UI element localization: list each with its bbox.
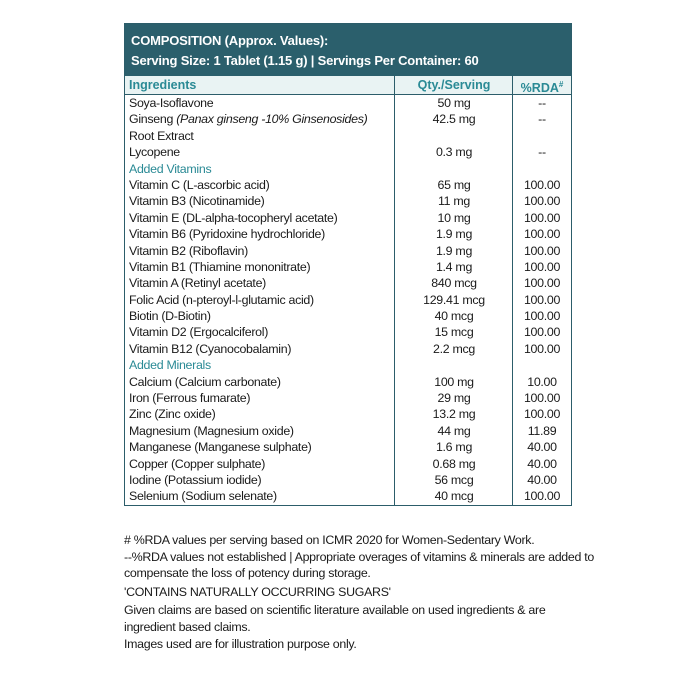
ingredient-source: (Panax ginseng -10% Ginsenosides) — [176, 112, 368, 127]
ingredient-name — [129, 243, 248, 259]
qty-per-serving: 11 mg — [437, 194, 471, 209]
table-row — [125, 243, 571, 259]
table-row — [125, 177, 571, 193]
ingredient-label: Vitamin C (L-ascorbic acid) — [129, 177, 270, 192]
sugars-note: 'CONTAINS NATURALLY OCCURRING SUGARS' — [124, 584, 391, 599]
qty-per-serving: 1.6 mg — [435, 440, 473, 455]
ingredient-label: Vitamin B1 (Thiamine mononitrate) — [129, 259, 311, 274]
rda-value: 11.89 — [527, 423, 557, 438]
rda-value: 40.00 — [527, 472, 557, 487]
table-header — [125, 24, 571, 76]
ingredient-label: Iron (Ferrous fumarate) — [129, 391, 251, 406]
ingredient-label: Vitamin D2 (Ergocalciferol) — [129, 325, 269, 340]
ingredient-label: Selenium (Sodium selenate) — [129, 489, 277, 504]
ingredient-label: Vitamin B3 (Nicotinamide) — [129, 194, 265, 209]
ingredient-label: Added Minerals — [129, 358, 211, 373]
ingredient-label: Magnesium (Magnesium oxide) — [129, 423, 294, 438]
qty-per-serving: 129.41 mcg — [423, 292, 485, 307]
table-row — [125, 275, 571, 291]
table-row — [125, 439, 571, 455]
table-row — [125, 210, 571, 226]
table-row — [125, 390, 571, 406]
ingredient-name — [129, 308, 211, 324]
qty-per-serving: 2.2 mcg — [433, 341, 475, 356]
rda-value: -- — [538, 96, 546, 110]
table-row — [125, 111, 571, 127]
ingredient-label: Vitamin B12 (Cyanocobalamin) — [129, 341, 292, 356]
qty-per-serving: 65 mg — [437, 177, 471, 192]
table-row — [125, 472, 571, 488]
ingredient-name — [129, 324, 268, 340]
qty-per-serving: 0.3 mg — [435, 145, 473, 160]
qty-per-serving: 29 mg — [437, 391, 471, 406]
serving-info: Serving Size: 1 Tablet (1.15 g) | Servings Per Container: 60 — [131, 53, 479, 68]
ingredient-label: Vitamin A (Retinyl acetate) — [129, 276, 266, 291]
ingredient-name — [129, 423, 294, 439]
column-divider — [512, 76, 513, 94]
rda-value: 40.00 — [527, 440, 557, 455]
ingredient-name — [129, 95, 213, 111]
ingredient-name — [129, 111, 367, 127]
ingredient-name — [129, 374, 281, 390]
ingredient-label: Added Vitamins — [129, 161, 212, 176]
rda-value: 100.00 — [523, 309, 561, 324]
qty-per-serving: 40 mcg — [434, 489, 474, 504]
rda-label: %RDA — [520, 81, 559, 96]
table-row — [125, 226, 571, 242]
ingredient-name — [129, 472, 261, 488]
qty-per-serving: 1.9 mg — [435, 227, 473, 242]
section-heading — [129, 357, 211, 373]
ingredient-name — [129, 144, 180, 160]
ingredient-label: Vitamin B6 (Pyridoxine hydrochloride) — [129, 227, 325, 242]
rda-value: 100.00 — [523, 407, 561, 422]
table-row — [125, 456, 571, 472]
ingredient-label: Root Extract — [129, 128, 194, 143]
rda-value: 100.00 — [523, 259, 561, 274]
composition-title: COMPOSITION (Approx. Values): — [131, 33, 329, 48]
ingredient-name — [129, 406, 215, 422]
ingredient-label: Biotin (D-Biotin) — [129, 309, 211, 324]
ingredient-name — [129, 193, 265, 209]
qty-per-serving: 56 mcg — [434, 472, 474, 487]
qty-per-serving: 100 mg — [434, 374, 474, 389]
ingredient-label: Calcium (Calcium carbonate) — [129, 374, 281, 389]
table-row — [125, 341, 571, 357]
table-row — [125, 406, 571, 422]
table-row — [125, 488, 571, 504]
table-row — [125, 308, 571, 324]
qty-per-serving: 1.9 mg — [435, 243, 473, 258]
ingredient-name — [129, 439, 312, 455]
section-heading-row — [125, 357, 571, 373]
ingredient-label: Manganese (Manganese sulphate) — [129, 440, 312, 455]
ingredient-label: Ginseng — [129, 112, 177, 127]
ingredient-label: Soya-Isoflavone — [129, 96, 214, 110]
ingredient-name — [129, 292, 314, 308]
rda-value: 100.00 — [523, 210, 561, 225]
rda-value: 100.00 — [523, 243, 561, 258]
column-divider — [394, 76, 395, 94]
ingredient-name — [129, 456, 265, 472]
ingredient-name — [129, 210, 337, 226]
qty-per-serving: 10 mg — [437, 210, 471, 225]
rda-value: 100.00 — [523, 391, 561, 406]
ingredient-label: Vitamin B2 (Riboflavin) — [129, 243, 248, 258]
table-row — [125, 423, 571, 439]
ingredient-label: Vitamin E (DL-alpha-tocopheryl acetate) — [129, 210, 338, 225]
table-row — [125, 193, 571, 209]
rda-value: 100.00 — [523, 276, 561, 291]
images-note: Images used are for illustration purpose only. — [124, 636, 357, 651]
column-headers — [125, 76, 571, 95]
claims-note: Given claims are based on scientific literature available on used ingredients & are ingredient based claims. — [124, 603, 546, 634]
ingredient-name — [129, 390, 250, 406]
ingredient-label: Copper (Copper sulphate) — [129, 456, 266, 471]
table-row — [125, 128, 571, 144]
table-row — [125, 259, 571, 275]
rda-value: 40.00 — [527, 456, 557, 471]
rda-value: 100.00 — [523, 292, 561, 307]
ingredient-name — [129, 226, 325, 242]
table-row — [125, 374, 571, 390]
qty-per-serving: 40 mcg — [434, 309, 474, 324]
ingredient-label: Lycopene — [129, 145, 180, 160]
qty-per-serving: 44 mg — [437, 423, 471, 438]
table-row — [125, 292, 571, 308]
qty-per-serving: 1.4 mg — [435, 259, 473, 274]
qty-per-serving: 42.5 mg — [432, 112, 476, 127]
ingredient-name — [129, 341, 291, 357]
footnotes — [124, 532, 594, 652]
overages-note: --%RDA values not established | Appropriate overages of vitamins & minerals are added to compensate the loss of potency during storage. — [124, 549, 594, 581]
rda-column-header — [513, 76, 571, 97]
ingredient-label: Iodine (Potassium iodide) — [129, 472, 262, 487]
table-row — [125, 324, 571, 340]
qty-per-serving: 15 mcg — [434, 325, 474, 340]
ingredient-name — [129, 275, 266, 291]
rda-value: 100.00 — [523, 325, 561, 340]
rda-basis-note: # %RDA values per serving based on ICMR 2020 for Women-Sedentary Work. — [124, 533, 535, 547]
ingredient-name — [129, 259, 310, 275]
rda-value: -- — [538, 112, 546, 127]
ingredients-column-header: Ingredients — [129, 78, 197, 92]
rda-value: 100.00 — [523, 177, 561, 192]
qty-per-serving: 840 mcg — [431, 276, 477, 291]
section-heading — [129, 161, 211, 177]
ingredient-name — [129, 128, 194, 144]
rda-value: 100.00 — [523, 489, 561, 504]
table-row — [125, 144, 571, 160]
ingredient-name — [129, 177, 269, 193]
table-row — [125, 95, 571, 111]
qty-per-serving: 0.68 mg — [432, 456, 476, 471]
rda-value: 100.00 — [523, 227, 561, 242]
rda-value: 100.00 — [523, 341, 561, 356]
rda-footnote-mark: # — [558, 80, 564, 89]
rda-value: 100.00 — [523, 194, 561, 209]
qty-per-serving: 13.2 mg — [432, 407, 476, 422]
qty-column-header: Qty./Serving — [417, 78, 491, 92]
ingredient-label: Folic Acid (n-pteroyl-l-glutamic acid) — [129, 292, 314, 307]
table-body — [125, 95, 571, 505]
rda-value: 10.00 — [527, 374, 557, 389]
qty-per-serving: 50 mg — [437, 96, 471, 110]
rda-value: -- — [538, 145, 546, 160]
composition-table — [124, 23, 572, 506]
ingredient-label: Zinc (Zinc oxide) — [129, 407, 216, 422]
section-heading-row — [125, 161, 571, 177]
ingredient-name — [129, 488, 277, 504]
